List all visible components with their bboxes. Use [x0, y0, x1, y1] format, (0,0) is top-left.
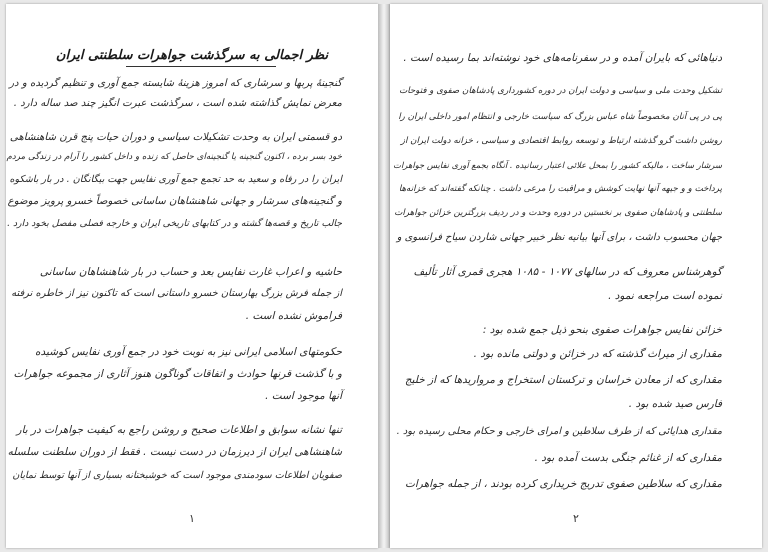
- text-line: فراموش نشده است .: [245, 310, 342, 322]
- text-line: روشن داشت گرو گذشته ارتباط و توسعه روابط اقتصادی و سیاسی ، خزانه دولت ایران از: [400, 136, 722, 146]
- text-line: پرداخت و و جیهه آنها نهایت کوشش و مراقبت را مرعی داشت . چنانکه گفته‌اند که خزانه‌ها: [398, 184, 722, 194]
- title-underline: [126, 66, 276, 67]
- text-line: گنجینهٔ پربها و سرشاری که امروز هزینهٔ شایسته جمع آوری و تنظیم گردیده و در: [9, 78, 342, 89]
- text-line: مقداری که از معادن خراسان و ترکستان استخراج و مرواریدها که از خلیج: [404, 374, 722, 386]
- text-line: جهان محسوب داشت ، برای آنها بیانیه نظر خبیر جهانی شاردن سیاح فرانسوی و: [396, 232, 722, 243]
- text-line: حکومتهای اسلامی ایرانی نیز به نوبت خود در جمع آوری نفایس کوشیده: [35, 346, 342, 358]
- text-line: شاهنشاهی ایران از دیرزمان در دست نیست . فقط از دوران سلطنت سلسله: [7, 446, 342, 458]
- text-line: دو قسمتی ایران به وحدت تشکیلات سیاسی و دوران حیات پنج قرن شاهنشاهی: [9, 132, 342, 143]
- page-title: نظر اجمالی به سرگذشت جواهرات سلطنتی ایران: [55, 48, 329, 63]
- text-line: مقداری هدایائی که از طرف سلاطین و امرای خارجی و حکام محلی رسیده بود .: [396, 426, 722, 437]
- text-line: خود بسر برده ، اکنون گنجینه یا گنجینه‌ای حاصل که زنده و داخل کشور را آرام در زندگی مردم: [6, 152, 342, 162]
- book-gutter: [378, 4, 390, 548]
- text-line: معرض نمایش گذاشته شده است ، سرگذشت عبرت انگیز چند صد ساله دارد .: [13, 98, 342, 109]
- text-line: صفویان اطلاعات سودمندی موجود است که خوشبختانه بسیاری از آنها توسط نمایان: [12, 470, 342, 481]
- text-line: سرشار ساخت ، مالیکه کشور را بمحل علائی اعتبار رسانیده . آنگاه بجمع آوری نفایس جواهرات: [393, 160, 722, 170]
- text-line: پی در پی آنان مخصوصاً شاه عباس بزرگ که سیاست خارجی و انتظام امور داخلی ایران را: [398, 112, 722, 122]
- page-number: ۲: [573, 512, 579, 525]
- text-line: مقداری از میراث گذشته که در خزائن و دولتی مانده بود .: [473, 348, 722, 360]
- text-line: مقداری که از غنائم جنگی بدست آمده بود .: [534, 452, 722, 464]
- text-line: دنیاهائی که بایران آمده و در سفرنامه‌های خود نوشته‌اند بما رسیده است .: [403, 52, 722, 64]
- text-line: نموده است مراجعه نمود .: [608, 290, 722, 302]
- text-line: تنها نشانه سوابق و اطلاعات صحیح و روشن راجع به کیفیت جواهرات در بار: [16, 424, 342, 436]
- text-line: مقداری که سلاطین صفوی تدریج خریداری کرده بودند ، از جمله جواهرات: [404, 478, 722, 490]
- text-line: آنها موجود است .: [265, 390, 342, 402]
- text-line: خزائن نفایس جواهرات صفوی بنحو ذیل جمع شده بود :: [482, 324, 722, 336]
- right-page: [390, 4, 762, 548]
- left-page: [6, 4, 378, 548]
- text-line: و گنجینه‌های سرشار و جهانی شاهنشاهان ساسانی خصوصاً خسرو پرویز موضوع: [7, 196, 342, 207]
- text-line: جالب تاریخ و قصه‌ها گشته و در کتابهای تاریخی ایران و خارجه فصلی مفصل بخود دارد .: [7, 218, 342, 229]
- text-line: ایران را در رفاه و سعید به حد تجمع جمع آوری نفایس جهت بیگانگان . در بار باشکوه: [9, 174, 342, 185]
- text-line: گوهرشناس معروف که در سالهای ۱۰۷۷ - ۱۰۸۵ هجری قمری آثار تألیف: [413, 266, 722, 278]
- text-line: از جمله فرش بزرگ بهارستان خسرو داستانی است که تاکنون نیز از خاطره نرفته: [11, 288, 342, 299]
- text-line: و با گذشت قرنها حوادث و اتفاقات گوناگون هنوز آثاری از مجموعه جواهرات: [13, 368, 342, 380]
- text-line: سلطنتی و پادشاهان صفوی بر نخستین در دوره وحدت و در ردیف بزرگترین خزائن جواهرات: [394, 208, 722, 218]
- text-line: تشکیل وحدت ملی و سیاسی و دولت ایران در دوره کشورداری پادشاهان صفوی و فتوحات: [399, 86, 722, 96]
- text-line: حاشیه و اعراب غارت نفایس بعد و حساب در بار شاهنشاهان ساسانی: [39, 266, 342, 278]
- page-number: ۱: [189, 512, 195, 525]
- text-line: فارس صید شده بود .: [628, 398, 722, 410]
